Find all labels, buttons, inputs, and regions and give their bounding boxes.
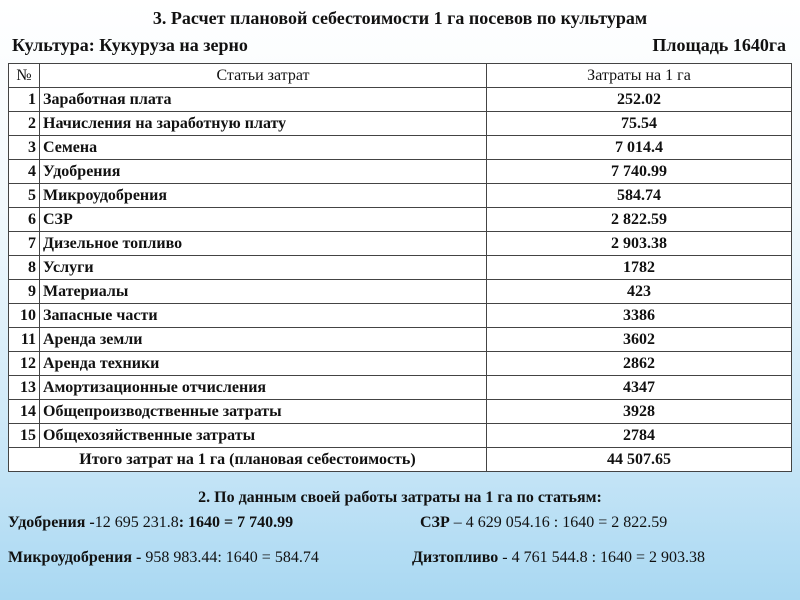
calc-microfertilizer — [8, 549, 319, 567]
table-row — [9, 184, 792, 208]
row-item: Аренда земли — [40, 328, 487, 352]
calc-label: Микроудобрения - — [8, 549, 142, 566]
row-number: 4 — [9, 160, 40, 184]
calc-fertilizer — [8, 514, 293, 532]
table-row — [9, 280, 792, 304]
row-value: 3386 — [487, 304, 792, 328]
row-item: Дизельное топливо — [40, 232, 487, 256]
page-title: 3. Расчет плановой себестоимости 1 га посевов по культурам — [152, 8, 648, 28]
col-header-item: Статьи затрат — [40, 64, 487, 88]
table-row — [9, 112, 792, 136]
row-number: 9 — [9, 280, 40, 304]
row-value: 252.02 — [487, 88, 792, 112]
calc-label: СЗР — [420, 514, 450, 531]
row-number: 14 — [9, 400, 40, 424]
row-item: Амортизационные отчисления — [40, 376, 487, 400]
row-number: 15 — [9, 424, 40, 448]
row-value: 2 903.38 — [487, 232, 792, 256]
row-item: Общехозяйственные затраты — [40, 424, 487, 448]
calc-label: Дизтопливо — [412, 549, 499, 566]
table-row — [9, 256, 792, 280]
row-value: 75.54 — [487, 112, 792, 136]
row-value: 2 822.59 — [487, 208, 792, 232]
culture-label: Культура: Кукуруза на зерно — [12, 35, 248, 55]
row-item: Начисления на заработную плату — [40, 112, 487, 136]
row-item: Семена — [40, 136, 487, 160]
total-value: 44 507.65 — [487, 448, 792, 472]
calc-tail: : 1640 = 7 740.99 — [178, 514, 294, 531]
row-value: 2862 — [487, 352, 792, 376]
calc-expr: - 4 761 544.8 : 1640 = 2 903.38 — [498, 549, 706, 566]
row-number: 2 — [9, 112, 40, 136]
row-number: 13 — [9, 376, 40, 400]
row-value: 7 740.99 — [487, 160, 792, 184]
table-row — [9, 232, 792, 256]
calc-expr: 12 695 231.8 — [94, 514, 179, 531]
row-number: 8 — [9, 256, 40, 280]
calc-label: Удобрения - — [8, 514, 95, 531]
table-row — [9, 88, 792, 112]
cost-table — [8, 63, 792, 472]
calc-szr — [420, 514, 667, 532]
table-row — [9, 328, 792, 352]
row-number: 3 — [9, 136, 40, 160]
calc-diesel — [412, 549, 705, 567]
row-value: 3928 — [487, 400, 792, 424]
row-number: 5 — [9, 184, 40, 208]
row-number: 12 — [9, 352, 40, 376]
row-item: Общепроизводственные затраты — [40, 400, 487, 424]
total-label: Итого затрат на 1 га (плановая себестоимость) — [9, 448, 487, 472]
row-item: Запасные части — [40, 304, 487, 328]
row-item: Микроудобрения — [40, 184, 487, 208]
section2-heading: 2. По данным своей работы затраты на 1 га по статьям: — [198, 489, 602, 506]
area-label: Площадь 1640га — [652, 35, 786, 55]
calc-expr: – 4 629 054.16 : 1640 = 2 822.59 — [449, 514, 668, 531]
row-value: 4347 — [487, 376, 792, 400]
table-row — [9, 376, 792, 400]
total-row — [9, 448, 792, 472]
row-number: 11 — [9, 328, 40, 352]
table-row — [9, 160, 792, 184]
table-row — [9, 424, 792, 448]
row-item: Аренда техники — [40, 352, 487, 376]
table-row — [9, 400, 792, 424]
row-item: Заработная плата — [40, 88, 487, 112]
row-number: 1 — [9, 88, 40, 112]
row-value: 2784 — [487, 424, 792, 448]
table-row — [9, 208, 792, 232]
row-value: 1782 — [487, 256, 792, 280]
row-number: 6 — [9, 208, 40, 232]
row-item: Материалы — [40, 280, 487, 304]
table-row — [9, 304, 792, 328]
row-item: СЗР — [40, 208, 487, 232]
row-item: Услуги — [40, 256, 487, 280]
row-value: 423 — [487, 280, 792, 304]
col-header-number: № — [9, 64, 40, 88]
table-row — [9, 352, 792, 376]
row-number: 7 — [9, 232, 40, 256]
row-number: 10 — [9, 304, 40, 328]
row-value: 7 014.4 — [487, 136, 792, 160]
col-header-value: Затраты на 1 га — [487, 64, 792, 88]
table-row — [9, 136, 792, 160]
row-item: Удобрения — [40, 160, 487, 184]
table-header-row — [9, 64, 792, 88]
row-value: 3602 — [487, 328, 792, 352]
calc-expr: 958 983.44: 1640 = 584.74 — [141, 549, 319, 566]
row-value: 584.74 — [487, 184, 792, 208]
